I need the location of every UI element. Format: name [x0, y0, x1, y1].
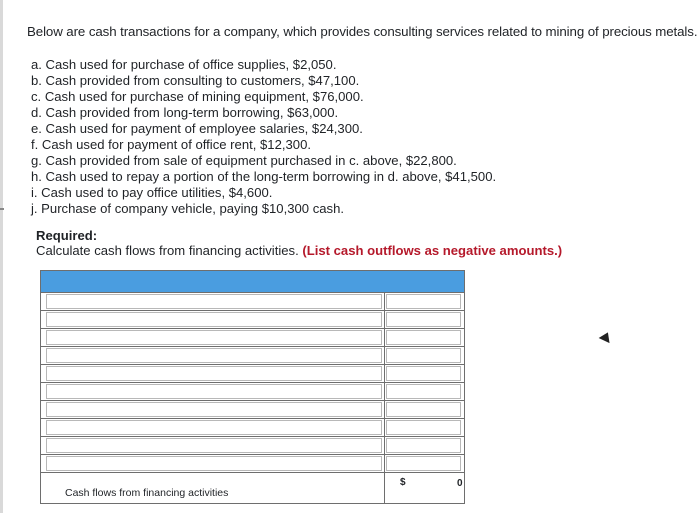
amount-input[interactable] — [386, 312, 461, 327]
table-row — [41, 437, 464, 455]
table-row — [41, 347, 464, 365]
description-input[interactable] — [46, 384, 382, 399]
intro-text: Below are cash transactions for a company, which provides consulting services related to mining of precious metals. — [27, 24, 698, 39]
amount-input[interactable] — [386, 438, 461, 453]
table-row — [41, 329, 464, 347]
required-instruction-line — [36, 243, 562, 258]
description-input[interactable] — [46, 348, 382, 363]
amount-input[interactable] — [386, 330, 461, 345]
total-value: 0 — [457, 478, 463, 489]
transaction-item: b. Cash provided from consulting to customers, $47,100. — [31, 73, 360, 88]
required-section — [36, 228, 562, 258]
transaction-item: c. Cash used for purchase of mining equipment, $76,000. — [31, 89, 364, 104]
required-heading: Required: — [36, 228, 98, 243]
table-row — [41, 365, 464, 383]
required-note: (List cash outflows as negative amounts.) — [302, 243, 563, 258]
description-input[interactable] — [46, 294, 382, 309]
amount-input[interactable] — [386, 384, 461, 399]
amount-input[interactable] — [386, 294, 461, 309]
transaction-item: j. Purchase of company vehicle, paying $10,300 cash. — [31, 201, 344, 216]
description-input[interactable] — [46, 366, 382, 381]
table-row — [41, 311, 464, 329]
amount-input[interactable] — [386, 366, 461, 381]
total-row-label: Cash flows from financing activities — [65, 487, 229, 499]
transaction-item: f. Cash used for payment of office rent, $12,300. — [31, 137, 311, 152]
left-edge-divider — [0, 0, 3, 513]
total-currency-symbol: $ — [400, 477, 406, 488]
description-input[interactable] — [46, 402, 382, 417]
amount-input[interactable] — [386, 420, 461, 435]
description-input[interactable] — [46, 456, 382, 471]
transaction-item: d. Cash provided from long-term borrowing, $63,000. — [31, 105, 339, 120]
transaction-list — [31, 57, 496, 217]
description-input[interactable] — [46, 330, 382, 345]
table-row — [41, 293, 464, 311]
table-row — [41, 401, 464, 419]
transaction-item: g. Cash provided from sale of equipment purchased in c. above, $22,800. — [31, 153, 457, 168]
mouse-cursor-icon — [599, 330, 614, 343]
description-input[interactable] — [46, 312, 382, 327]
amount-input[interactable] — [386, 348, 461, 363]
required-instruction: Calculate cash flows from financing activities. — [36, 243, 299, 258]
transaction-item: i. Cash used to pay office utilities, $4,600. — [31, 185, 273, 200]
table-row — [41, 419, 464, 437]
table-row — [41, 383, 464, 401]
financing-activities-table — [40, 270, 465, 504]
transaction-item: e. Cash used for payment of employee salaries, $24,300. — [31, 121, 363, 136]
transaction-item: a. Cash used for purchase of office supplies, $2,050. — [31, 57, 337, 72]
amount-input[interactable] — [386, 456, 461, 471]
transaction-item: h. Cash used to repay a portion of the long-term borrowing in d. above, $41,500. — [31, 169, 497, 184]
edge-tick — [0, 208, 4, 210]
description-input[interactable] — [46, 420, 382, 435]
table-header — [41, 271, 464, 293]
description-input[interactable] — [46, 438, 382, 453]
amount-input[interactable] — [386, 402, 461, 417]
table-row — [41, 455, 464, 473]
